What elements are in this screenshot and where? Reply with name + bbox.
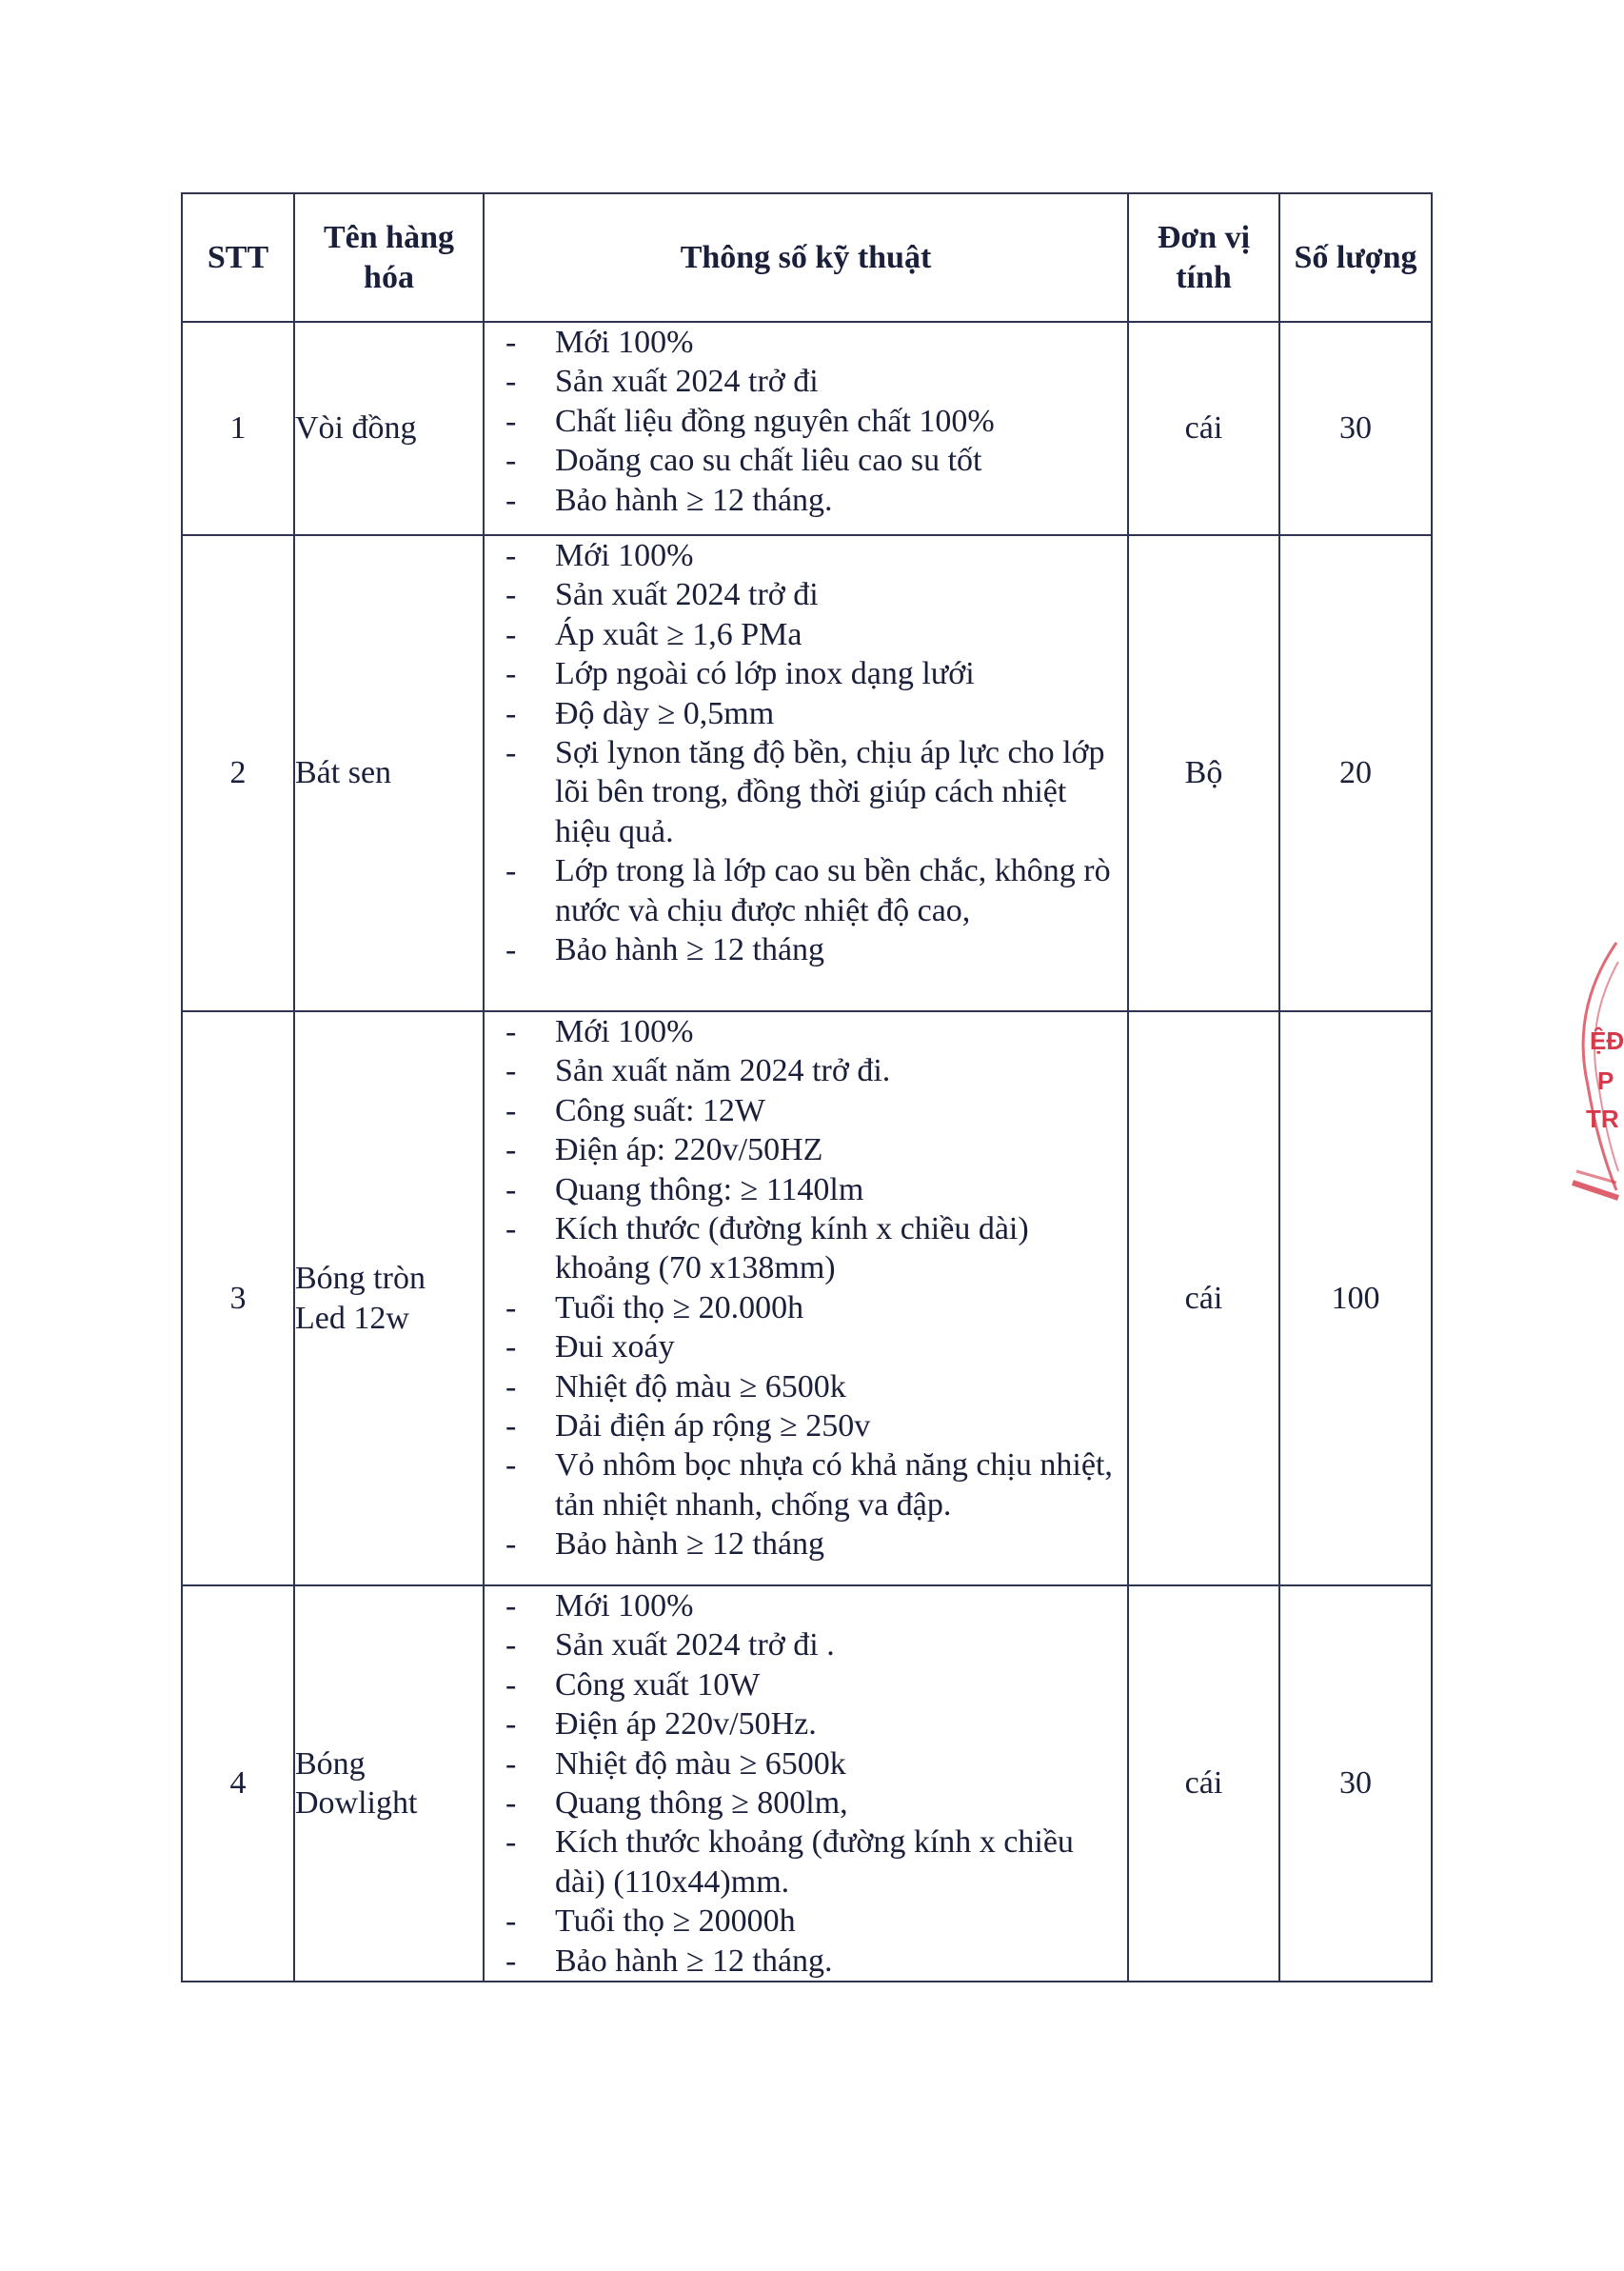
row-spec-cell [484,322,1128,535]
spec-item: - Kích thước khoảng (đường kính x chiều dài) (110x44)mm. [485,1823,1127,1902]
spec-item: - Mới 100% [485,323,1127,362]
table-row [182,1585,1432,1982]
row-item-name: Bóng tròn Led 12w [294,1011,484,1585]
header-unit: Đơn vị tính [1128,193,1279,322]
spec-item: - Bảo hành ≥ 12 tháng [485,930,1127,969]
spec-item: - Tuổi thọ ≥ 20000h [485,1902,1127,1941]
spec-item: - Sản xuất năm 2024 trở đi. [485,1051,1127,1090]
spec-item: - Sợi lynon tăng độ bền, chịu áp lực cho lớp lõi bên trong, đồng thời giúp cách nhiệt hiệu quả. [485,733,1127,851]
spec-list [485,1586,1127,1981]
spec-item: - Doăng cao su chất liêu cao su tốt [485,441,1127,480]
spec-list [485,536,1127,969]
spec-list [485,323,1127,520]
spec-item: - Bảo hành ≥ 12 tháng [485,1524,1127,1564]
spec-item: - Công xuất 10W [485,1665,1127,1704]
row-unit: cái [1128,1585,1279,1982]
table-row [182,1011,1432,1585]
row-stt: 4 [182,1585,294,1982]
spec-item: - Áp xuât ≥ 1,6 PMa [485,615,1127,654]
table-row [182,535,1432,1011]
stamp-fragment: ỆĐ [1590,1026,1624,1055]
spec-item: - Quang thông: ≥ 1140lm [485,1170,1127,1209]
row-unit: cái [1128,322,1279,535]
spec-item: - Độ dày ≥ 0,5mm [485,694,1127,733]
row-quantity: 20 [1279,535,1432,1011]
specification-table [181,192,1433,1982]
spec-item: - Tuổi thọ ≥ 20.000h [485,1288,1127,1327]
row-item-name: Bát sen [294,535,484,1011]
spec-item: - Nhiệt độ màu ≥ 6500k [485,1744,1127,1783]
row-unit: cái [1128,1011,1279,1585]
row-quantity: 30 [1279,322,1432,535]
table-header-row [182,193,1432,322]
row-item-name: Bóng Dowlight [294,1585,484,1982]
spec-item: - Bảo hành ≥ 12 tháng. [485,481,1127,520]
row-stt: 2 [182,535,294,1011]
header-qty: Số lượng [1279,193,1432,322]
row-item-name: Vòi đồng [294,322,484,535]
row-spec-cell [484,1011,1128,1585]
header-spec: Thông số kỹ thuật [484,193,1128,322]
stamp-fragment: TR [1586,1105,1619,1133]
spec-item: - Đui xoáy [485,1327,1127,1366]
spec-item: - Mới 100% [485,536,1127,575]
spec-item: - Điện áp 220v/50Hz. [485,1704,1127,1743]
spec-item: - Sản xuất 2024 trở đi [485,575,1127,614]
partial-red-stamp [1552,933,1624,1219]
row-quantity: 30 [1279,1585,1432,1982]
spec-item: - Bảo hành ≥ 12 tháng. [485,1942,1127,1981]
spec-item: - Chất liệu đồng nguyên chất 100% [485,402,1127,441]
row-spec-cell [484,535,1128,1011]
row-unit: Bộ [1128,535,1279,1011]
spec-item: - Kích thước (đường kính x chiều dài) khoảng (70 x138mm) [485,1209,1127,1288]
header-name: Tên hàng hóa [294,193,484,322]
spec-item: - Vỏ nhôm bọc nhựa có khả năng chịu nhiệt, tản nhiệt nhanh, chống va đập. [485,1445,1127,1524]
spec-item: - Dải điện áp rộng ≥ 250v [485,1406,1127,1445]
spec-item: - Công suất: 12W [485,1091,1127,1130]
spec-item: - Sản xuất 2024 trở đi [485,362,1127,401]
spec-list [485,1012,1127,1564]
spec-item: - Quang thông ≥ 800lm, [485,1783,1127,1823]
spec-item: - Mới 100% [485,1586,1127,1625]
spec-item: - Lớp trong là lớp cao su bền chắc, không rò nước và chịu được nhiệt độ cao, [485,851,1127,930]
table-row [182,322,1432,535]
header-stt: STT [182,193,294,322]
spec-item: - Điện áp: 220v/50HZ [485,1130,1127,1169]
spec-item: - Sản xuất 2024 trở đi . [485,1625,1127,1664]
row-spec-cell [484,1585,1128,1982]
row-quantity: 100 [1279,1011,1432,1585]
spec-item: - Mới 100% [485,1012,1127,1051]
row-stt: 1 [182,322,294,535]
stamp-fragment: P [1597,1066,1614,1095]
row-stt: 3 [182,1011,294,1585]
spec-item: - Lớp ngoài có lớp inox dạng lưới [485,654,1127,693]
spec-item: - Nhiệt độ màu ≥ 6500k [485,1367,1127,1406]
